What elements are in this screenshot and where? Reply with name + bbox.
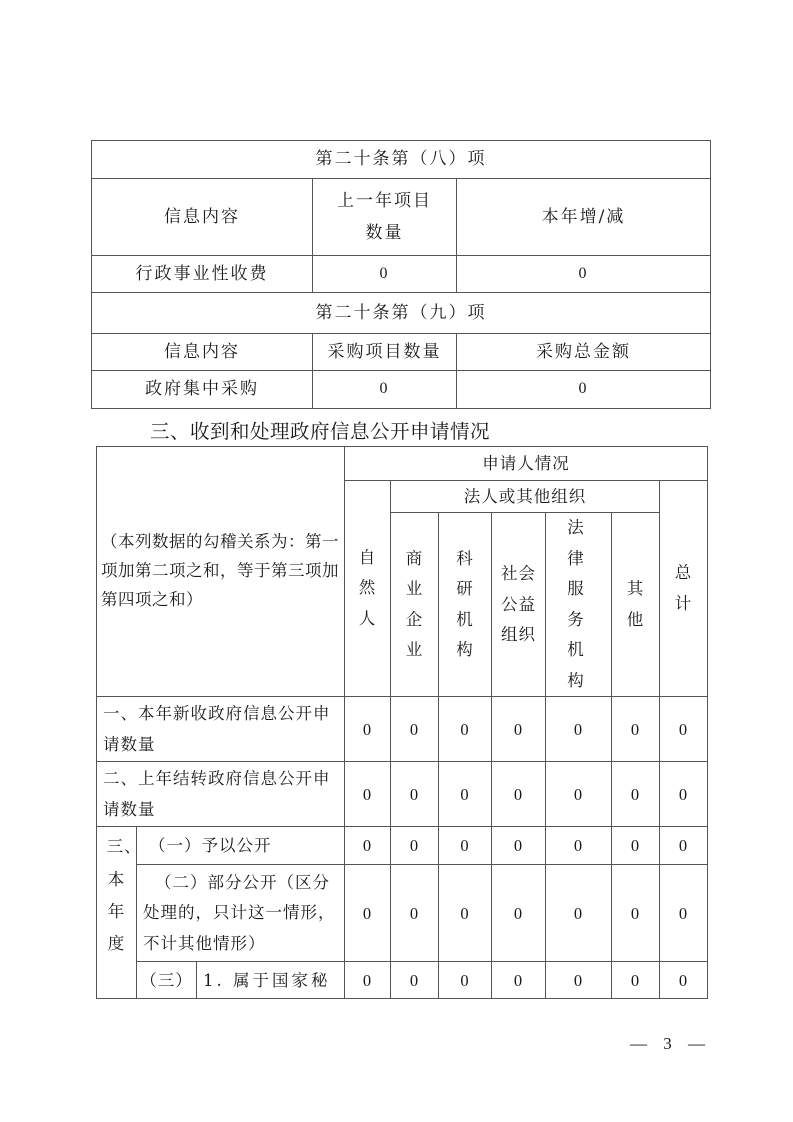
- cell-value: 0: [546, 962, 612, 999]
- header-info-content: 信息内容: [92, 179, 313, 256]
- cell-value: 0: [313, 256, 457, 293]
- header-line-2: 数量: [365, 223, 404, 243]
- header-procurement-amount: 采购总金额: [457, 334, 711, 371]
- table-row: [97, 762, 708, 827]
- table-9-title: 第二十条第（九）项: [92, 293, 711, 334]
- col-legal-service: 法律服务机构: [546, 513, 612, 697]
- header-change: 本年增/减: [457, 179, 711, 256]
- col-business: 商业企业: [391, 513, 439, 697]
- header-prev-year-count: [313, 179, 457, 256]
- cell-value: 0: [660, 865, 708, 962]
- cell-value: 0: [492, 762, 546, 827]
- cell-value: 0: [612, 962, 660, 999]
- row-label: 1. 属于国家秘: [197, 962, 345, 999]
- cell-value: 0: [612, 827, 660, 865]
- row-label: （一）予以公开: [137, 827, 345, 865]
- row-label: 一、本年新收政府信息公开申请数量: [97, 697, 345, 762]
- cell-value: 0: [391, 762, 439, 827]
- table-row: [97, 865, 708, 962]
- cell-value: 0: [391, 865, 439, 962]
- row-label: 二、上年结转政府信息公开申请数量: [97, 762, 345, 827]
- cell-value: 0: [457, 371, 711, 409]
- fee-procurement-table: [91, 140, 711, 409]
- col-public-welfare: 社会公益组织: [492, 513, 546, 697]
- cell-value: 0: [492, 962, 546, 999]
- cell-value: 0: [612, 865, 660, 962]
- table-row: [97, 697, 708, 762]
- cell-value: 0: [546, 697, 612, 762]
- cell-value: 0: [439, 865, 492, 962]
- table-8-title: 第二十条第（八）项: [92, 141, 711, 179]
- sub-group-label-3: （三）: [137, 962, 197, 999]
- cell-value: 0: [492, 865, 546, 962]
- group-header-applicant: 申请人情况: [345, 447, 708, 481]
- col-research: 科研机构: [439, 513, 492, 697]
- page-number: — 3 —: [630, 1034, 711, 1053]
- cell-value: 0: [492, 827, 546, 865]
- cell-value: 0: [391, 962, 439, 999]
- cell-value: 0: [612, 762, 660, 827]
- cell-value: 0: [612, 697, 660, 762]
- cell-value: 0: [345, 827, 391, 865]
- cell-value: 0: [345, 962, 391, 999]
- table-row: [97, 962, 708, 999]
- header-line-1: 上一年项目: [337, 190, 432, 211]
- cell-value: 0: [313, 371, 457, 409]
- cell-value: 0: [391, 827, 439, 865]
- table-row: [92, 256, 711, 293]
- cell-value: 0: [457, 256, 711, 293]
- cell-value: 0: [546, 762, 612, 827]
- cell-value: 0: [492, 697, 546, 762]
- cell-value: 0: [546, 827, 612, 865]
- row-label: 行政事业性收费: [92, 256, 313, 293]
- section-heading: 三、收到和处理政府信息公开申请情况: [150, 420, 491, 443]
- cell-value: 0: [660, 962, 708, 999]
- header-info-content: 信息内容: [92, 334, 313, 371]
- cell-value: 0: [345, 697, 391, 762]
- cell-value: 0: [660, 762, 708, 827]
- cell-value: 0: [439, 827, 492, 865]
- cell-value: 0: [439, 962, 492, 999]
- row-label: 政府集中采购: [92, 371, 313, 409]
- application-table: [96, 446, 708, 999]
- cell-value: 0: [660, 697, 708, 762]
- header-procurement-count: 采购项目数量: [313, 334, 457, 371]
- table-row: [92, 371, 711, 409]
- cell-value: 0: [345, 865, 391, 962]
- cell-value: 0: [391, 697, 439, 762]
- note-cell: （本列数据的勾稽关系为：第一项加第二项之和，等于第三项加第四项之和）: [97, 447, 345, 697]
- subgroup-header-legal-entity: 法人或其他组织: [391, 481, 660, 513]
- table-row: [97, 827, 708, 865]
- row-label: （二）部分公开（区分处理的，只计这一情形，不计其他情形）: [137, 865, 345, 962]
- cell-value: 0: [546, 865, 612, 962]
- group-label-this-year: 三、本年度: [97, 827, 137, 999]
- cell-value: 0: [439, 697, 492, 762]
- cell-value: 0: [345, 762, 391, 827]
- col-total: 总计: [660, 481, 708, 697]
- cell-value: 0: [439, 762, 492, 827]
- col-natural-person: 自然人: [345, 481, 391, 697]
- cell-value: 0: [660, 827, 708, 865]
- col-other: 其他: [612, 513, 660, 697]
